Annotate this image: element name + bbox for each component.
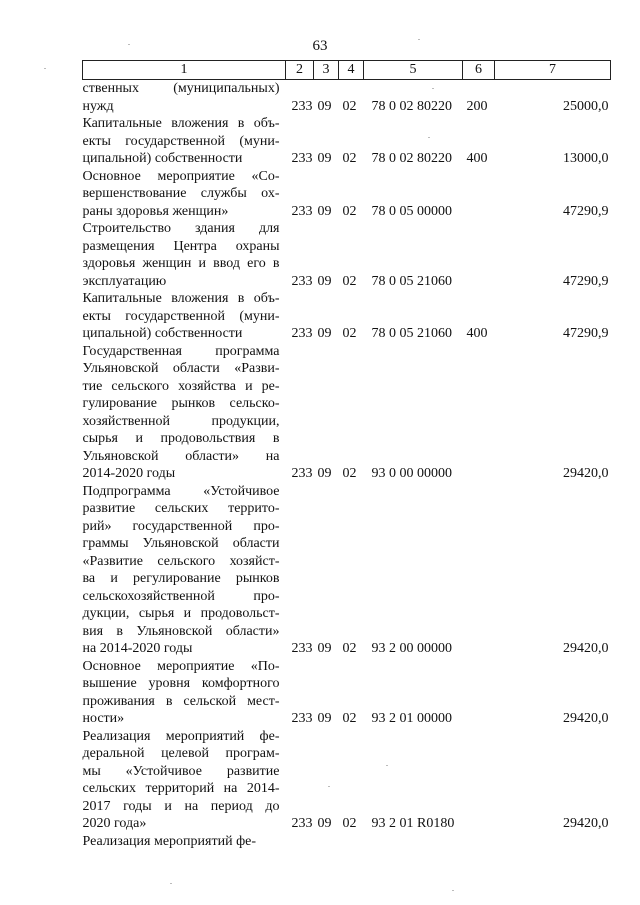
row-name-line: Ульяновской области «Разви- [82,361,280,376]
table-row [83,728,611,833]
row-name-cell [83,115,286,168]
row-name-line: Ульяновской области» на [82,448,280,464]
table-row [83,343,611,483]
cell-c2: 233 [291,466,313,481]
column-header-6: 6 [463,61,495,80]
cell-c7: 29420,0 [563,466,609,481]
row-name-line: вия в Ульяновской области» [82,623,280,639]
column-header-4: 4 [339,61,364,80]
row-name-line: ципальной) собственности [82,326,243,341]
table-row [83,290,611,343]
column-header-5: 5 [364,61,463,80]
cell-c2: 233 [291,273,313,289]
cell-c6 [463,220,495,290]
cell-c2 [286,833,314,851]
row-name-line: 2014-2020 годы [82,466,176,481]
row-name-line: тие сельского хозяйства и ре- [82,378,280,394]
cell-c2: 233 [291,816,313,831]
cell-c4: 02 [342,326,357,341]
cell-c6 [463,833,495,851]
cell-c5: 78 0 05 00000 [371,203,452,219]
cell-c3: 09 [317,98,332,114]
cell-c6 [463,728,495,833]
cell-c7: 25000,0 [563,98,609,114]
row-name-line: ва и регулирование рынков [82,571,280,586]
cell-c2: 233 [291,203,313,219]
row-name-line: Основное мероприятие «По- [82,658,280,674]
column-header-1: 1 [83,61,286,80]
cell-c3: 09 [317,273,332,289]
cell-c4: 02 [342,203,357,219]
row-name-line: ципальной) собственности [82,151,243,166]
row-name-line: вершенствование службы ох- [82,186,280,201]
column-number-row [83,61,611,80]
scan-speck [432,88,434,89]
cell-c4: 02 [342,151,357,166]
cell-c7: 29420,0 [563,641,609,656]
cell-c2: 233 [291,326,313,341]
row-name-line: на 2014-2020 годы [82,641,193,656]
row-name-line: Реализация мероприятий фе- [82,728,280,744]
cell-c4: 02 [342,816,357,831]
row-name-cell [83,80,286,116]
table-row [83,168,611,221]
cell-c5 [364,833,463,851]
cell-c3: 09 [317,326,332,341]
cell-c3: 09 [317,711,332,726]
row-name-line: Капитальные вложения в объ- [82,116,280,131]
cell-c7: 29420,0 [563,816,609,831]
cell-c7: 13000,0 [563,151,609,166]
scan-speck [328,786,330,787]
cell-c3: 09 [317,816,332,831]
row-name-line: 2020 года» [82,816,147,831]
row-name-line: Государственная программа [82,343,280,359]
row-name-line: раны здоровья женщин» [82,203,229,219]
cell-c5: 93 2 01 00000 [371,711,452,726]
cell-c2: 233 [291,641,313,656]
cell-c5: 78 0 02 80220 [371,98,452,114]
cell-c4: 02 [342,98,357,114]
row-name-line: сырья и продовольствия в [82,431,280,446]
page-number: 63 [312,38,328,54]
row-name-line: развитие сельских террито- [82,501,280,516]
cell-c2: 233 [291,711,313,726]
cell-c6: 400 [466,151,488,166]
row-name-cell [83,728,286,833]
row-name-line: нужд [82,98,114,114]
scan-speck [170,883,172,884]
cell-c2: 233 [291,98,313,114]
table-row [83,220,611,290]
row-name-line: Реализация мероприятий фе- [82,833,257,849]
row-name-line: хозяйственной продукции, [82,413,280,429]
table-body [83,80,611,851]
row-name-cell [83,168,286,221]
cell-c5: 78 0 05 21060 [371,273,452,289]
column-header-2: 2 [286,61,314,80]
row-name-line: сельских территорий на 2014- [82,781,280,796]
cell-c2: 233 [291,151,313,166]
column-header-3: 3 [314,61,339,80]
cell-c6: 400 [466,326,488,341]
table-header [83,61,611,80]
cell-c3: 09 [317,466,332,481]
cell-c6 [463,483,495,658]
row-name-cell [83,343,286,483]
row-name-line: Подпрограмма «Устойчивое [82,483,280,499]
row-name-line: «Развитие сельского хозяйст- [82,553,280,569]
cell-c3: 09 [317,151,332,166]
cell-c6 [463,168,495,221]
cell-c5: 78 0 05 21060 [371,326,452,341]
row-name-line: Основное мероприятие «Со- [82,168,280,184]
column-header-7: 7 [495,61,611,80]
table-row [83,658,611,728]
cell-c6 [463,658,495,728]
table-row [83,483,611,658]
row-name-line: здоровья женщин и ввод его в [82,256,280,271]
row-name-cell [83,483,286,658]
scan-speck [452,890,454,891]
row-name-line: ности» [82,711,125,726]
table-row [83,833,611,851]
row-name-line: проживания в сельской мест- [82,693,280,709]
cell-c4: 02 [342,641,357,656]
row-name-line: граммы Ульяновской области [82,536,280,551]
row-name-line: Капитальные вложения в объ- [82,291,280,306]
cell-c4 [339,833,364,851]
table-row [83,115,611,168]
budget-table [82,60,611,850]
cell-c7: 47290,9 [563,203,609,219]
row-name-line: гулирование рынков сельско- [82,396,280,411]
cell-c7: 29420,0 [563,711,609,726]
row-name-line: эксплуатацию [82,273,167,289]
row-name-line: ственных (муниципальных) [82,81,280,96]
cell-c4: 02 [342,711,357,726]
cell-c4: 02 [342,466,357,481]
row-name-line: рий» государственной про- [82,518,280,534]
cell-c4: 02 [342,273,357,289]
cell-c3 [314,833,339,851]
cell-c5: 78 0 02 80220 [371,151,452,166]
cell-c3: 09 [317,203,332,219]
table-row [83,80,611,116]
cell-c3: 09 [317,641,332,656]
row-name-line: екты государственной (муни- [82,308,280,324]
scan-speck [428,137,430,138]
cell-c7: 47290,9 [563,273,609,289]
row-name-cell [83,833,286,851]
row-name-line: екты государственной (муни- [82,133,280,149]
row-name-line: 2017 годы и на период до [82,798,280,814]
cell-c5: 93 2 00 00000 [371,641,452,656]
scan-speck [44,68,46,69]
row-name-cell [83,658,286,728]
row-name-line: мы «Устойчивое развитие [82,763,280,779]
scan-speck [386,765,388,766]
cell-c6: 200 [466,98,488,114]
scan-speck [128,44,130,45]
row-name-line: деральной целевой програм- [82,746,280,761]
row-name-line: сельскохозяйственной про- [82,588,280,604]
cell-c5: 93 0 00 00000 [371,466,452,481]
cell-c6 [463,343,495,483]
row-name-line: Строительство здания для [82,221,280,236]
row-name-line: дукции, сырья и продовольст- [82,606,280,621]
cell-c7 [495,833,611,851]
row-name-cell [83,220,286,290]
cell-c5: 93 2 01 R0180 [371,816,455,831]
row-name-line: размещения Центра охраны [82,238,280,254]
cell-c7: 47290,9 [563,326,609,341]
row-name-cell [83,290,286,343]
row-name-line: вышение уровня комфортного [82,676,280,691]
scan-speck [418,39,420,40]
